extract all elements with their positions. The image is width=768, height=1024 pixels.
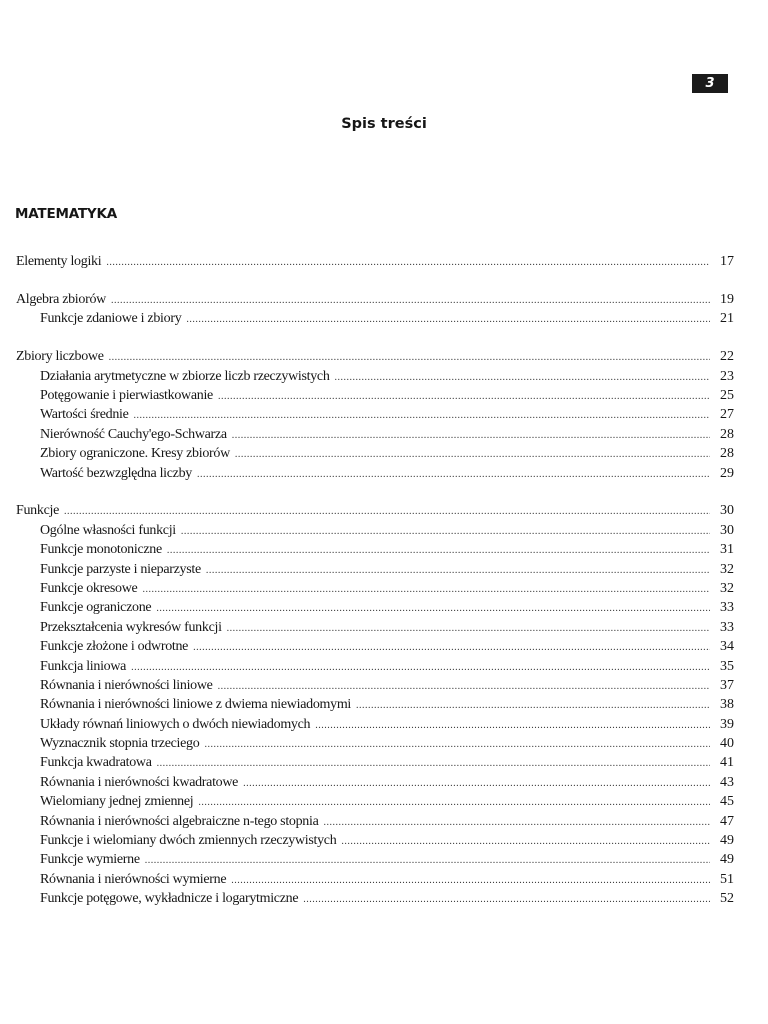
toc-page-number: 41 — [720, 755, 734, 771]
dot-leader — [243, 774, 710, 793]
toc-page-number: 35 — [720, 658, 734, 674]
dot-leader — [197, 465, 710, 484]
toc-page-number: 37 — [720, 677, 734, 693]
page-number-badge: 3 — [692, 74, 728, 93]
table-of-contents — [16, 252, 734, 909]
dot-leader — [335, 368, 710, 387]
dot-leader — [186, 310, 710, 329]
toc-subentry[interactable] — [16, 889, 734, 908]
section-heading: MATEMATYKA — [15, 206, 117, 222]
toc-entry-title: Równania i nierówności liniowe z dwiema niewiadomymi — [40, 697, 351, 713]
toc-page-number: 38 — [720, 697, 734, 713]
toc-entry-title: Potęgowanie i pierwiastkowanie — [40, 387, 213, 403]
dot-leader — [232, 426, 710, 445]
dot-leader — [324, 813, 710, 832]
dot-leader — [145, 851, 710, 870]
toc-page-number: 32 — [720, 580, 734, 596]
toc-entry-title: Algebra zbiorów — [16, 291, 106, 307]
toc-page-number: 39 — [720, 716, 734, 732]
toc-page-number: 25 — [720, 387, 734, 403]
dot-leader — [218, 387, 710, 406]
toc-page-number: 28 — [720, 446, 734, 462]
toc-page-number: 51 — [720, 871, 734, 887]
toc-chapter-entry[interactable] — [16, 501, 734, 520]
toc-entry-title: Funkcje złożone i odwrotne — [40, 639, 189, 655]
toc-entry-title: Funkcja liniowa — [40, 658, 127, 674]
toc-subentry[interactable] — [16, 560, 734, 579]
toc-entry-title: Elementy logiki — [16, 254, 102, 269]
toc-subentry[interactable] — [16, 444, 734, 463]
toc-page-number: 30 — [720, 522, 734, 538]
toc-page-number: 43 — [720, 774, 734, 790]
toc-subentry[interactable] — [16, 812, 734, 831]
toc-chapter-entry[interactable] — [16, 347, 734, 366]
toc-page-number: 33 — [720, 600, 734, 616]
toc-chapter-entry[interactable] — [16, 290, 734, 309]
toc-entry-title: Funkcje monotoniczne — [40, 542, 162, 558]
toc-entry-title: Równania i nierówności wymierne — [40, 871, 227, 887]
toc-page-number: 30 — [720, 503, 734, 519]
dot-leader — [157, 754, 710, 773]
dot-leader — [204, 735, 710, 754]
toc-entry-title: Równania i nierówności algebraiczne n-tego stopnia — [40, 813, 319, 829]
dot-leader — [341, 832, 710, 851]
toc-subentry[interactable] — [16, 540, 734, 559]
dot-leader — [315, 716, 710, 735]
dot-leader — [198, 793, 710, 812]
toc-page-number: 32 — [720, 561, 734, 577]
toc-entry-title: Funkcje okresowe — [40, 580, 138, 596]
dot-leader — [303, 890, 710, 909]
dot-leader — [193, 638, 710, 657]
dot-leader — [109, 348, 710, 367]
toc-page-number: 45 — [720, 794, 734, 810]
toc-page-number: 22 — [720, 349, 734, 365]
toc-subentry[interactable] — [16, 753, 734, 772]
toc-page-number: 52 — [720, 891, 734, 907]
toc-subentry[interactable] — [16, 309, 734, 328]
toc-entry-title: Zbiory liczbowe — [16, 349, 104, 365]
toc-subentry[interactable] — [16, 850, 734, 869]
toc-entry-title: Działania arytmetyczne w zbiorze liczb rzeczywistych — [40, 368, 330, 384]
dot-leader — [142, 580, 710, 599]
page-title: Spis treści — [341, 116, 427, 132]
toc-page-number: 31 — [720, 542, 734, 558]
dot-leader — [231, 871, 710, 890]
toc-subentry[interactable] — [16, 637, 734, 656]
dot-leader — [235, 445, 710, 464]
toc-chapter-entry[interactable] — [16, 252, 734, 271]
toc-entry-title: Wyznacznik stopnia trzeciego — [40, 736, 200, 752]
toc-subentry[interactable] — [16, 579, 734, 598]
toc-subentry[interactable] — [16, 367, 734, 386]
toc-group — [16, 290, 734, 329]
toc-subentry[interactable] — [16, 386, 734, 405]
toc-subentry[interactable] — [16, 870, 734, 889]
toc-entry-title: Nierówność Cauchy'ego-Schwarza — [40, 426, 227, 442]
dot-leader — [356, 696, 710, 715]
toc-subentry[interactable] — [16, 831, 734, 850]
dot-leader — [218, 677, 710, 696]
dot-leader — [181, 522, 710, 541]
toc-subentry[interactable] — [16, 676, 734, 695]
toc-page-number: 29 — [720, 465, 734, 481]
toc-page-number: 40 — [720, 736, 734, 752]
toc-entry-title: Równania i nierówności liniowe — [40, 677, 213, 693]
dot-leader — [111, 291, 710, 310]
dot-leader — [131, 658, 710, 677]
toc-subentry[interactable] — [16, 715, 734, 734]
toc-page-number: 34 — [720, 639, 734, 655]
toc-page-number: 21 — [720, 311, 734, 327]
toc-page-number: 17 — [720, 254, 734, 269]
toc-group — [16, 347, 734, 483]
toc-page-number: 28 — [720, 426, 734, 442]
toc-subentry[interactable] — [16, 618, 734, 637]
toc-entry-title: Wielomiany jednej zmiennej — [40, 794, 194, 810]
toc-page-number: 49 — [720, 852, 734, 868]
toc-group — [16, 252, 734, 271]
toc-entry-title: Funkcje potęgowe, wykładnicze i logarytmiczne — [40, 891, 299, 907]
toc-entry-title: Przekształcenia wykresów funkcji — [40, 619, 222, 635]
dot-leader — [206, 561, 710, 580]
toc-page-number: 49 — [720, 833, 734, 849]
toc-page-number: 47 — [720, 813, 734, 829]
dot-leader — [227, 619, 710, 638]
toc-subentry[interactable] — [16, 695, 734, 714]
dot-leader — [167, 541, 710, 560]
toc-entry-title: Funkcje i wielomiany dwóch zmiennych rzeczywistych — [40, 833, 337, 849]
toc-subentry[interactable] — [16, 464, 734, 483]
toc-subentry[interactable] — [16, 521, 734, 540]
toc-entry-title: Funkcje ograniczone — [40, 600, 152, 616]
toc-entry-title: Wartość bezwzględna liczby — [40, 465, 192, 481]
toc-subentry[interactable] — [16, 734, 734, 753]
toc-entry-title: Ogólne własności funkcji — [40, 522, 176, 538]
toc-page-number: 27 — [720, 407, 734, 423]
toc-page-number: 33 — [720, 619, 734, 635]
toc-group — [16, 501, 734, 908]
toc-subentry[interactable] — [16, 425, 734, 444]
toc-entry-title: Zbiory ograniczone. Kresy zbiorów — [40, 446, 230, 462]
dot-leader — [134, 406, 710, 425]
dot-leader — [156, 599, 710, 618]
toc-subentry[interactable] — [16, 792, 734, 811]
toc-subentry[interactable] — [16, 657, 734, 676]
toc-entry-title: Równania i nierówności kwadratowe — [40, 774, 239, 790]
toc-page-number: 19 — [720, 291, 734, 307]
toc-subentry[interactable] — [16, 598, 734, 617]
toc-entry-title: Wartości średnie — [40, 407, 129, 423]
toc-page-number: 23 — [720, 368, 734, 384]
toc-entry-title: Układy równań liniowych o dwóch niewiadomych — [40, 716, 311, 732]
toc-entry-title: Funkcje — [16, 503, 60, 519]
dot-leader — [106, 253, 710, 272]
toc-subentry[interactable] — [16, 773, 734, 792]
toc-subentry[interactable] — [16, 405, 734, 424]
toc-entry-title: Funkcje parzyste i nieparzyste — [40, 561, 201, 577]
toc-entry-title: Funkcje zdaniowe i zbiory — [40, 311, 182, 327]
dot-leader — [64, 502, 710, 521]
toc-entry-title: Funkcja kwadratowa — [40, 755, 152, 771]
toc-entry-title: Funkcje wymierne — [40, 852, 140, 868]
